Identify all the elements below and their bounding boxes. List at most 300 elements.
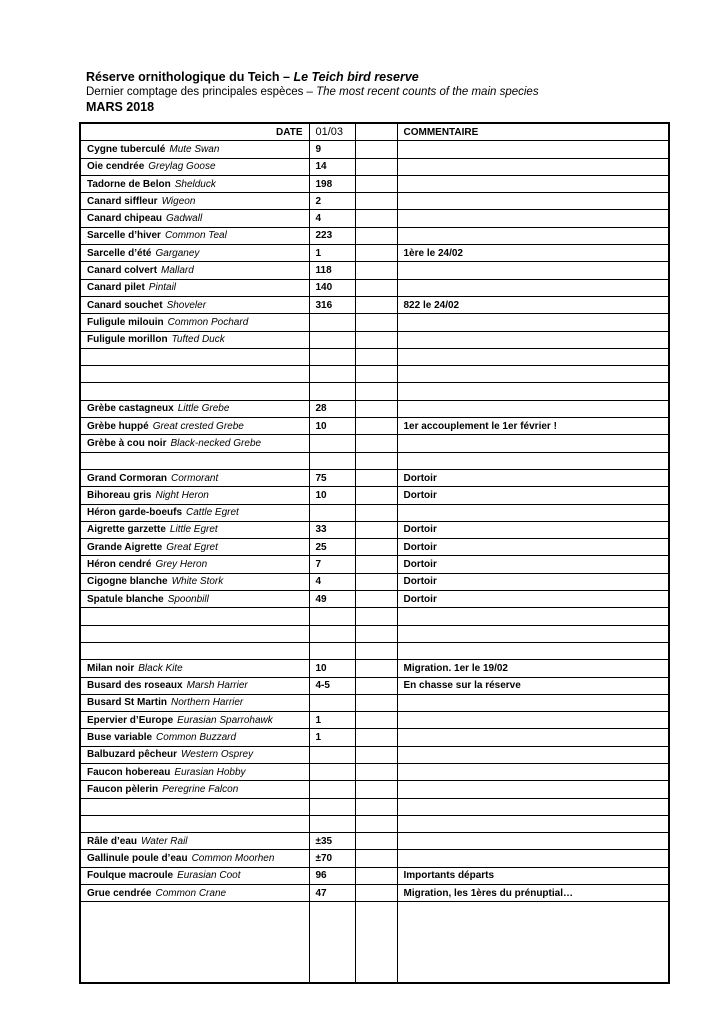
table-row xyxy=(80,539,669,556)
comment-cell xyxy=(397,383,669,400)
species-name-cell xyxy=(80,694,309,711)
species-english-name: Northern Harrier xyxy=(171,697,244,709)
count-cell: 25 xyxy=(309,539,355,556)
species-count-table xyxy=(79,122,670,984)
count-cell: 198 xyxy=(309,175,355,192)
blank-cell xyxy=(355,694,397,711)
table-row xyxy=(80,867,669,884)
species-french-name: Cygne tuberculé xyxy=(87,143,166,155)
blank-cell xyxy=(355,781,397,798)
species-name-cell xyxy=(80,625,309,642)
table-row xyxy=(80,331,669,348)
table-row xyxy=(80,677,669,694)
species-name-cell xyxy=(80,781,309,798)
table-row xyxy=(80,833,669,850)
species-french-name: Grèbe à cou noir xyxy=(87,437,167,449)
count-cell: 7 xyxy=(309,556,355,573)
comment-cell xyxy=(397,452,669,469)
comment-cell xyxy=(397,642,669,659)
species-english-name: Common Crane xyxy=(155,887,227,899)
species-name-cell xyxy=(80,296,309,313)
empty-cell xyxy=(80,902,309,984)
comment-cell: 822 le 24/02 xyxy=(397,296,669,313)
table-row xyxy=(80,625,669,642)
table-row xyxy=(80,521,669,538)
header-count-date: 01/03 xyxy=(309,123,355,141)
blank-cell xyxy=(355,625,397,642)
header-blank xyxy=(355,123,397,141)
table-header-row xyxy=(80,123,669,141)
species-english-name: Night Heron xyxy=(155,489,209,501)
comment-cell xyxy=(397,210,669,227)
blank-cell xyxy=(355,521,397,538)
count-cell: 140 xyxy=(309,279,355,296)
species-english-name: Grey Heron xyxy=(155,559,208,571)
species-name-cell xyxy=(80,539,309,556)
comment-cell xyxy=(397,746,669,763)
table-row xyxy=(80,781,669,798)
species-french-name: Sarcelle d’hiver xyxy=(87,230,161,242)
species-name-cell xyxy=(80,348,309,365)
species-french-name: Epervier d’Europe xyxy=(87,714,174,726)
count-cell: 4 xyxy=(309,573,355,590)
species-english-name: Tufted Duck xyxy=(171,334,225,346)
species-french-name: Foulque macroule xyxy=(87,870,174,882)
species-french-name: Canard siffleur xyxy=(87,195,158,207)
count-cell: 4-5 xyxy=(309,677,355,694)
species-french-name: Gallinule poule d’eau xyxy=(87,853,188,865)
species-french-name: Canard pilet xyxy=(87,282,145,294)
species-english-name: Eurasian Coot xyxy=(177,870,241,882)
species-name-cell xyxy=(80,746,309,763)
comment-cell: Dortoir xyxy=(397,487,669,504)
comment-cell xyxy=(397,729,669,746)
table-row xyxy=(80,815,669,832)
blank-cell xyxy=(355,712,397,729)
species-name-cell xyxy=(80,452,309,469)
count-cell: ±70 xyxy=(309,850,355,867)
comment-cell xyxy=(397,694,669,711)
count-cell: 28 xyxy=(309,400,355,417)
comment-cell xyxy=(397,193,669,210)
table-row xyxy=(80,262,669,279)
table-row xyxy=(80,175,669,192)
count-cell: 14 xyxy=(309,158,355,175)
count-cell xyxy=(309,781,355,798)
blank-cell xyxy=(355,227,397,244)
blank-cell xyxy=(355,746,397,763)
table-row xyxy=(80,296,669,313)
table-row xyxy=(80,314,669,331)
species-name-cell xyxy=(80,175,309,192)
table-row xyxy=(80,642,669,659)
blank-cell xyxy=(355,763,397,780)
blank-cell xyxy=(355,539,397,556)
count-cell: 1 xyxy=(309,712,355,729)
count-cell xyxy=(309,798,355,815)
empty-filler-row xyxy=(80,902,669,984)
empty-cell xyxy=(355,902,397,984)
species-french-name: Faucon pèlerin xyxy=(87,783,159,795)
species-french-name: Fuligule morillon xyxy=(87,334,168,346)
species-name-cell xyxy=(80,521,309,538)
species-french-name: Busard St Martin xyxy=(87,697,168,709)
comment-cell xyxy=(397,850,669,867)
table-row xyxy=(80,193,669,210)
count-cell: 1 xyxy=(309,729,355,746)
species-french-name: Cigogne blanche xyxy=(87,576,168,588)
species-english-name: Peregrine Falcon xyxy=(162,783,239,795)
document-header xyxy=(86,70,646,115)
count-cell: 96 xyxy=(309,867,355,884)
blank-cell xyxy=(355,400,397,417)
table-row xyxy=(80,712,669,729)
blank-cell xyxy=(355,418,397,435)
species-english-name: Mallard xyxy=(161,265,194,277)
count-cell xyxy=(309,608,355,625)
blank-cell xyxy=(355,642,397,659)
species-name-cell xyxy=(80,815,309,832)
species-french-name: Râle d’eau xyxy=(87,835,138,847)
species-english-name: Black-necked Grebe xyxy=(170,437,262,449)
table-row xyxy=(80,400,669,417)
comment-cell xyxy=(397,366,669,383)
species-name-cell xyxy=(80,141,309,158)
blank-cell xyxy=(355,608,397,625)
title-english: Le Teich bird reserve xyxy=(293,70,419,84)
species-english-name: Common Teal xyxy=(164,230,227,242)
table-row xyxy=(80,158,669,175)
table-row xyxy=(80,418,669,435)
count-cell: 47 xyxy=(309,885,355,902)
comment-cell xyxy=(397,175,669,192)
table-row xyxy=(80,504,669,521)
species-french-name: Aigrette garzette xyxy=(87,524,166,536)
species-english-name: Common Moorhen xyxy=(191,853,275,865)
table-row xyxy=(80,366,669,383)
species-name-cell xyxy=(80,556,309,573)
species-name-cell xyxy=(80,383,309,400)
species-french-name: Spatule blanche xyxy=(87,593,164,605)
species-name-cell xyxy=(80,279,309,296)
table-row xyxy=(80,435,669,452)
species-english-name: Common Pochard xyxy=(167,316,249,328)
comment-cell: Dortoir xyxy=(397,469,669,486)
species-name-cell xyxy=(80,608,309,625)
comment-cell xyxy=(397,227,669,244)
species-name-cell xyxy=(80,677,309,694)
species-name-cell xyxy=(80,642,309,659)
count-cell: 4 xyxy=(309,210,355,227)
document-subtitle xyxy=(86,85,646,100)
species-english-name: Common Buzzard xyxy=(156,732,237,744)
blank-cell xyxy=(355,383,397,400)
blank-cell xyxy=(355,573,397,590)
table-row xyxy=(80,850,669,867)
table-row xyxy=(80,210,669,227)
species-french-name: Fuligule milouin xyxy=(87,316,164,328)
species-name-cell xyxy=(80,885,309,902)
species-name-cell xyxy=(80,210,309,227)
species-english-name: Greylag Goose xyxy=(148,161,216,173)
blank-cell xyxy=(355,262,397,279)
species-english-name: Shelduck xyxy=(174,178,216,190)
count-cell xyxy=(309,314,355,331)
count-cell xyxy=(309,348,355,365)
species-name-cell xyxy=(80,763,309,780)
species-english-name: Marsh Harrier xyxy=(186,680,248,692)
comment-cell xyxy=(397,781,669,798)
species-french-name: Grue cendrée xyxy=(87,887,152,899)
species-name-cell xyxy=(80,487,309,504)
comment-cell xyxy=(397,314,669,331)
blank-cell xyxy=(355,210,397,227)
subtitle-french: Dernier comptage des principales espèces – xyxy=(86,86,313,98)
species-name-cell xyxy=(80,850,309,867)
comment-cell xyxy=(397,833,669,850)
title-french: Réserve ornithologique du Teich – xyxy=(86,70,290,84)
count-cell: 2 xyxy=(309,193,355,210)
table-row xyxy=(80,556,669,573)
count-cell: 10 xyxy=(309,487,355,504)
count-cell: 10 xyxy=(309,418,355,435)
comment-cell: En chasse sur la réserve xyxy=(397,677,669,694)
comment-cell xyxy=(397,331,669,348)
blank-cell xyxy=(355,591,397,608)
species-english-name: Black Kite xyxy=(138,662,183,674)
table-row xyxy=(80,746,669,763)
species-french-name: Sarcelle d’été xyxy=(87,247,152,259)
species-name-cell xyxy=(80,591,309,608)
table-row xyxy=(80,279,669,296)
comment-cell: Dortoir xyxy=(397,521,669,538)
table-row xyxy=(80,729,669,746)
count-cell xyxy=(309,366,355,383)
count-cell xyxy=(309,625,355,642)
blank-cell xyxy=(355,798,397,815)
blank-cell xyxy=(355,366,397,383)
table-row xyxy=(80,452,669,469)
species-english-name: Gadwall xyxy=(166,213,203,225)
comment-cell xyxy=(397,763,669,780)
count-cell: 1 xyxy=(309,245,355,262)
table-body xyxy=(80,141,669,984)
count-cell xyxy=(309,452,355,469)
species-english-name: Spoonbill xyxy=(167,593,209,605)
count-cell xyxy=(309,504,355,521)
comment-cell xyxy=(397,712,669,729)
species-name-cell xyxy=(80,573,309,590)
species-name-cell xyxy=(80,262,309,279)
comment-cell: Dortoir xyxy=(397,591,669,608)
blank-cell xyxy=(355,729,397,746)
species-name-cell xyxy=(80,331,309,348)
species-french-name: Héron cendré xyxy=(87,559,152,571)
comment-cell xyxy=(397,504,669,521)
blank-cell xyxy=(355,867,397,884)
species-name-cell xyxy=(80,245,309,262)
species-french-name: Balbuzard pêcheur xyxy=(87,749,178,761)
species-english-name: Garganey xyxy=(155,247,200,259)
species-name-cell xyxy=(80,660,309,677)
species-name-cell xyxy=(80,366,309,383)
blank-cell xyxy=(355,556,397,573)
table-row xyxy=(80,573,669,590)
blank-cell xyxy=(355,158,397,175)
blank-cell xyxy=(355,677,397,694)
comment-cell xyxy=(397,400,669,417)
species-name-cell xyxy=(80,418,309,435)
comment-cell xyxy=(397,815,669,832)
species-french-name: Grand Cormoran xyxy=(87,472,168,484)
blank-cell xyxy=(355,141,397,158)
count-cell: 316 xyxy=(309,296,355,313)
species-name-cell xyxy=(80,729,309,746)
species-english-name: Cattle Egret xyxy=(186,507,239,519)
table-row xyxy=(80,608,669,625)
comment-cell: Dortoir xyxy=(397,556,669,573)
table-row xyxy=(80,885,669,902)
table-row xyxy=(80,591,669,608)
species-french-name: Héron garde-boeufs xyxy=(87,507,183,519)
species-name-cell xyxy=(80,712,309,729)
species-french-name: Grèbe huppé xyxy=(87,420,149,432)
table-row xyxy=(80,348,669,365)
species-english-name: Shoveler xyxy=(166,299,207,311)
species-english-name: Eurasian Hobby xyxy=(174,766,246,778)
comment-cell xyxy=(397,608,669,625)
count-cell xyxy=(309,694,355,711)
blank-cell xyxy=(355,245,397,262)
species-name-cell xyxy=(80,798,309,815)
species-english-name: Water Rail xyxy=(141,835,188,847)
table-row xyxy=(80,798,669,815)
species-french-name: Grande Aigrette xyxy=(87,541,163,553)
species-name-cell xyxy=(80,435,309,452)
count-cell: 33 xyxy=(309,521,355,538)
count-cell: 118 xyxy=(309,262,355,279)
month-label: MARS 2018 xyxy=(86,100,155,114)
species-french-name: Milan noir xyxy=(87,662,135,674)
count-cell xyxy=(309,763,355,780)
species-english-name: Eurasian Sparrohawk xyxy=(177,714,273,726)
empty-cell xyxy=(309,902,355,984)
species-french-name: Tadorne de Belon xyxy=(87,178,171,190)
comment-cell xyxy=(397,435,669,452)
count-cell xyxy=(309,815,355,832)
species-french-name: Busard des roseaux xyxy=(87,680,183,692)
count-cell: 10 xyxy=(309,660,355,677)
species-english-name: Wigeon xyxy=(161,195,196,207)
table-row xyxy=(80,227,669,244)
comment-cell xyxy=(397,798,669,815)
species-french-name: Faucon hobereau xyxy=(87,766,171,778)
blank-cell xyxy=(355,660,397,677)
species-french-name: Canard colvert xyxy=(87,265,158,277)
count-cell xyxy=(309,383,355,400)
comment-cell xyxy=(397,158,669,175)
species-name-cell xyxy=(80,158,309,175)
comment-cell: Dortoir xyxy=(397,573,669,590)
header-comment: COMMENTAIRE xyxy=(397,123,669,141)
species-name-cell xyxy=(80,227,309,244)
comment-cell: Importants départs xyxy=(397,867,669,884)
species-english-name: Mute Swan xyxy=(169,143,220,155)
species-english-name: Western Osprey xyxy=(181,749,254,761)
count-cell xyxy=(309,746,355,763)
header-date: DATE xyxy=(80,123,309,141)
count-cell: 49 xyxy=(309,591,355,608)
species-french-name: Buse variable xyxy=(87,732,153,744)
species-french-name: Oie cendrée xyxy=(87,161,145,173)
blank-cell xyxy=(355,885,397,902)
species-name-cell xyxy=(80,867,309,884)
comment-cell xyxy=(397,262,669,279)
blank-cell xyxy=(355,314,397,331)
comment-cell: Dortoir xyxy=(397,539,669,556)
species-french-name: Grèbe castagneux xyxy=(87,403,174,415)
table-row xyxy=(80,694,669,711)
species-french-name: Bihoreau gris xyxy=(87,489,152,501)
blank-cell xyxy=(355,487,397,504)
table-row xyxy=(80,763,669,780)
subtitle-english: The most recent counts of the main species xyxy=(316,86,539,98)
species-name-cell xyxy=(80,469,309,486)
comment-cell xyxy=(397,348,669,365)
comment-cell: 1ère le 24/02 xyxy=(397,245,669,262)
blank-cell xyxy=(355,348,397,365)
blank-cell xyxy=(355,296,397,313)
comment-cell: Migration, les 1ères du prénuptial… xyxy=(397,885,669,902)
species-english-name: Cormorant xyxy=(171,472,219,484)
blank-cell xyxy=(355,452,397,469)
count-cell xyxy=(309,435,355,452)
blank-cell xyxy=(355,193,397,210)
species-french-name: Canard souchet xyxy=(87,299,163,311)
table-row xyxy=(80,245,669,262)
species-name-cell xyxy=(80,314,309,331)
count-cell: 223 xyxy=(309,227,355,244)
count-cell: 9 xyxy=(309,141,355,158)
count-cell: 75 xyxy=(309,469,355,486)
species-english-name: Great Egret xyxy=(166,541,218,553)
empty-cell xyxy=(397,902,669,984)
species-name-cell xyxy=(80,400,309,417)
species-french-name: Canard chipeau xyxy=(87,213,163,225)
blank-cell xyxy=(355,833,397,850)
comment-cell xyxy=(397,141,669,158)
count-cell xyxy=(309,642,355,659)
document-title xyxy=(86,70,646,85)
blank-cell xyxy=(355,279,397,296)
blank-cell xyxy=(355,504,397,521)
comment-cell: Migration. 1er le 19/02 xyxy=(397,660,669,677)
species-english-name: White Stork xyxy=(171,576,224,588)
species-name-cell xyxy=(80,833,309,850)
blank-cell xyxy=(355,850,397,867)
blank-cell xyxy=(355,815,397,832)
count-cell xyxy=(309,331,355,348)
species-name-cell xyxy=(80,504,309,521)
comment-cell xyxy=(397,625,669,642)
species-name-cell xyxy=(80,193,309,210)
table-row xyxy=(80,469,669,486)
comment-cell: 1er accouplement le 1er février ! xyxy=(397,418,669,435)
table-row xyxy=(80,383,669,400)
species-english-name: Little Grebe xyxy=(177,403,230,415)
table-row xyxy=(80,660,669,677)
species-english-name: Pintail xyxy=(148,282,177,294)
